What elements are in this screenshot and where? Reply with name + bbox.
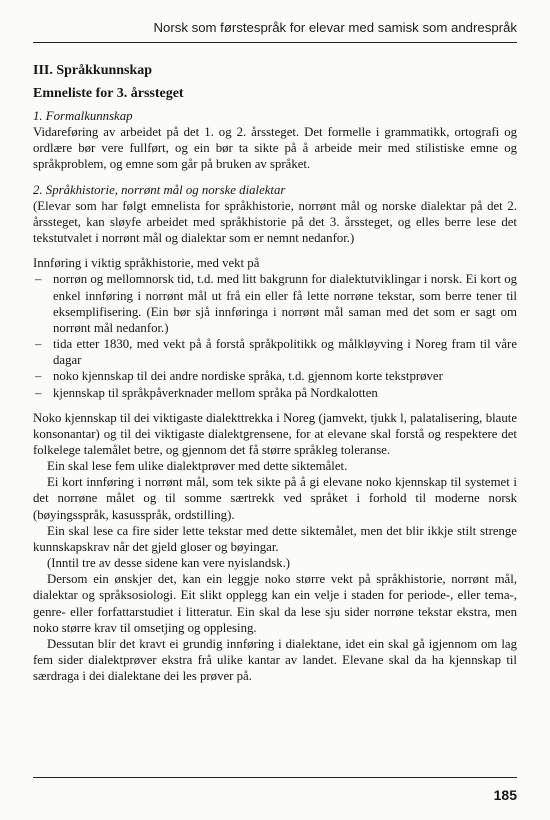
paragraph-lette-tekstar: Ein skal lese ca fire sider lette tekstar med dette siktemålet, men det blir ikkje stilt strenge kunnskapskrav når det gjeld gloser og bøyingar. bbox=[33, 523, 517, 554]
list-item: – tida etter 1830, med vekt på å forstå språkpolitikk og målkløyving i Noreg fram til våre dagar bbox=[33, 336, 517, 368]
footer-rule bbox=[33, 777, 517, 778]
item-heading-sprakhistorie: 2. Språkhistorie, norrønt mål og norske dialektar bbox=[33, 182, 286, 197]
header-rule bbox=[33, 42, 517, 43]
list-item: – norrøn og mellomnorsk tid, t.d. med litt bakgrunn for dialektutviklingar i norsk. Ei kort og enkel innføring i norrønt mål ut frå ein eller få lette norrøne tekstar, som berre tener til eksemplifisering. (Ein bør sjå innføringa i norrønt mål saman med det som er sagt om norrønt mål nedanfor.) bbox=[33, 271, 517, 336]
list-item: – noko kjennskap til dei andre nordiske språka, t.d. gjennom korte tekstprøver bbox=[33, 368, 517, 384]
page-number: 185 bbox=[493, 787, 517, 803]
paragraph-dialekttrekk: Noko kjennskap til dei viktigaste dialekttrekka i Noreg (jamvekt, tjukk l, palatalisering, blaute konsonantar) og til dei viktigaste dialektgrensene, for at elevane skal forstå og respektere det folkelege talemålet betre, og gjennom det få større språkleg toleranse. bbox=[33, 410, 517, 457]
item-heading-formalkunnskap: 1. Formalkunnskap bbox=[33, 109, 133, 123]
list-item: – kjennskap til språkpåverknader mellom språka på Nordkalotten bbox=[33, 385, 517, 401]
paragraph-formalkunnskap: Vidareføring av arbeidet på det 1. og 2. årssteget. Det formelle i grammatikk, ortografi og ordlære bør vere fullført, og ein bør ta sikte på å arbeide meir med stilistiske emne og språkproblem, og emne som går på bruken av språket. bbox=[33, 125, 517, 172]
paragraph-nyislandsk: (Inntil tre av desse sidene kan vere nyislandsk.) bbox=[47, 556, 291, 571]
paragraph-intro: Innføring i viktig språkhistorie, med vekt på bbox=[33, 256, 260, 271]
paragraph-dialektar: Dessutan blir det kravt ei grundig innføring i dialektane, idet ein skal gå igjennom om lag fem sider dialektprøver ekstra frå ulike kantar av landet. Elevane skal da ha kjennskap til særdraga i dei dialektane dei les prøver på. bbox=[33, 636, 517, 684]
running-title: Norsk som førstespråk for elevar med samisk som andrespråk bbox=[153, 20, 517, 35]
section-title: III. Språkkunnskap bbox=[33, 63, 153, 78]
section-subtitle: Emneliste for 3. årssteget bbox=[33, 86, 184, 101]
paragraph-dialektprover: Ein skal lese fem ulike dialektprøver med dette siktemålet. bbox=[47, 459, 348, 474]
paragraph-norront-mal: Ei kort innføring i norrønt mål, som tek sikte på å gi elevane noko kjennskap til systemet i det norrøne målet og til somme særtrekk ved språket i forhold til moderne norsk (bøyingsspråk, kasusspråk, ordstilling). bbox=[33, 475, 517, 522]
paragraph-note: (Elevar som har følgt emnelista for språkhistorie, norrønt mål og norske dialektar på det 2. årssteget, kan sløyfe arbeidet med språkhistorie på det 3. årssteget, og elles berre lese det tekstutvalet i norrønt mål og dialektar som er nemnt nedanfor.) bbox=[33, 198, 517, 246]
topic-list bbox=[33, 271, 517, 400]
paragraph-storre-vekt: Dersom ein ønskjer det, kan ein leggje noko større vekt på språkhistorie, norrønt mål, dialektar og språksosiologi. Eit slikt opplegg kan ein velje i staden for periode-, eller tema-, genre- eller forfattarstudiet i litteratur. Ein skal da lese sju sider norrøne tekstar ekstra, men noko større krav til omsetjing og opplesing. bbox=[33, 572, 517, 635]
page-body bbox=[33, 62, 517, 684]
